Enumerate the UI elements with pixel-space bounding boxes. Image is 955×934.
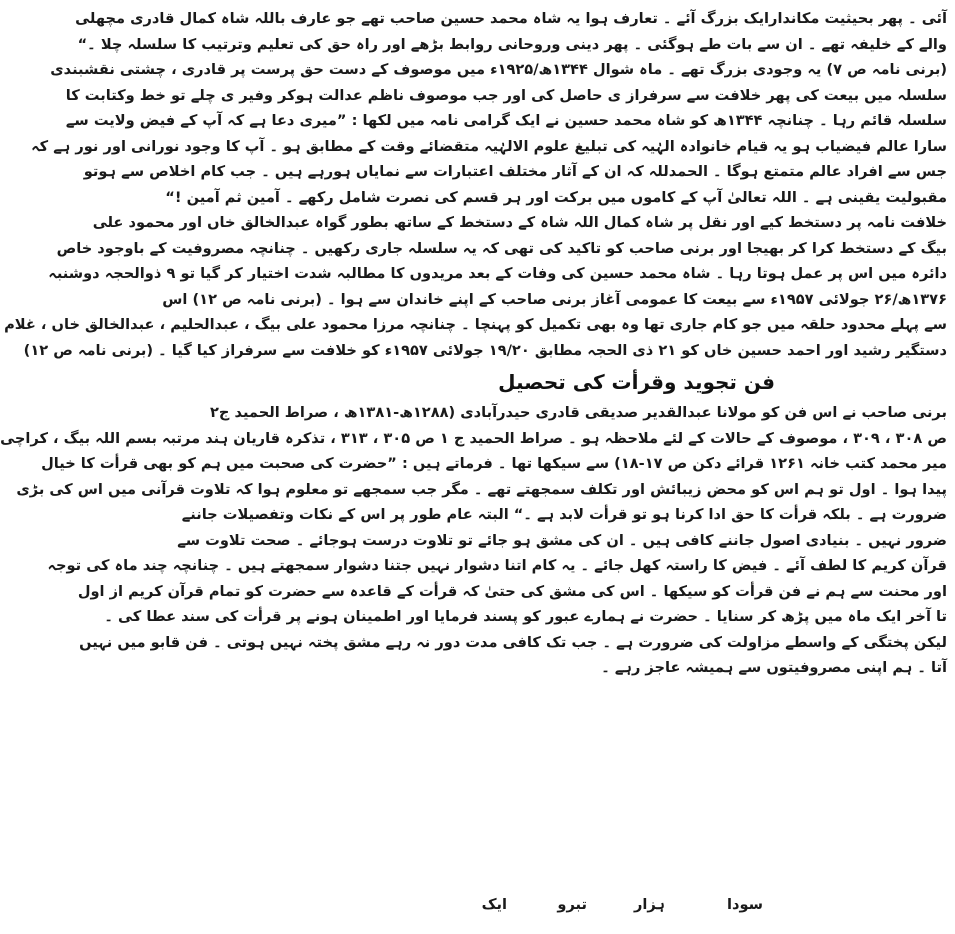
text-line: آتا ۔ ہم اپنی مصروفیتوں سے ہمیشہ عاجز رہے ۔ bbox=[601, 659, 947, 676]
footer-word: ہزار bbox=[633, 896, 665, 913]
text-line: خلافت نامہ پر دستخط کیے اور نقل پر شاہ کمال اللہ شاہ کے دستخط کے ساتھ بطور گواہ عبدالخالق خاں اور محمود علی bbox=[92, 214, 947, 231]
text-line: دستگیر رشید اور احمد حسین خاں کو ۲۱ ذی الحجہ مطابق ۱۹/۲۰ جولائی ۱۹۵۷ء کو خلافت سے سرفراز کیا گیا ۔ (برنی نامہ ص ۱۲) bbox=[23, 341, 947, 359]
text-line: مقبولیت یقینی ہے ۔ اللہ تعالیٰ آپ کے کاموں میں برکت اور ہر قسم کی نصرت شامل رکھے ۔ آمین ثم آمین !“ bbox=[165, 188, 947, 206]
text-line: قرآن کریم کا لطف آئے ۔ فیض کا راستہ کھل جائے ۔ یہ کام اتنا دشوار نہیں جتنا دشوار سمجھتے ہیں ۔ چنانچہ چند ماہ کی توجہ bbox=[47, 557, 947, 574]
text-line: سلسلہ میں بیعت کی پھر خلافت سے سرفراز ی حاصل کی اور جب موصوف ناظم عدالت ہوکر وفیر ی چلے تو خط وکتابت کا bbox=[65, 86, 947, 104]
paragraph-1 bbox=[31, 6, 947, 210]
section-heading: فن تجوید وقرأت کی تحصیل bbox=[498, 370, 775, 394]
text-line: سے پہلے محدود حلقہ میں جو کام جاری تھا وہ بھی تکمیل کو پہنچا ۔ چنانچہ مرزا محمود علی بیگ ، عبدالحلیم ، عبدالخالق خاں ، غلام bbox=[4, 316, 947, 333]
text-line: (برنی نامہ ص ۷) یہ وجودی بزرگ تھے ۔ ماہ شوال ۱۳۴۴ھ/۱۹۲۵ء میں موصوف کے دست حق پرست پر قادری ، چشتی نقشبندی bbox=[50, 61, 947, 78]
footer-word: سودا bbox=[727, 896, 763, 913]
text-line: سارا عالم فیضیاب ہو یہ قیام خانوادہ الہٰیہ کی تبلیغ علوم الالہٰیہ متقضائے وقت کے مطابق ہو ۔ آپ کا وجود نورانی اور نور ہے کہ bbox=[31, 137, 947, 155]
text-line: ۱۳۷۶ھ/۲۶ جولائی ۱۹۵۷ء سے بیعت کا عمومی آغاز برنی صاحب کے اپنے خاندان سے ہوا ۔ (برنی نامہ ص ۱۲) اس bbox=[162, 290, 947, 308]
paragraph-3 bbox=[0, 400, 947, 681]
text-line: میر محمد کتب خانہ ۱۲۶۱ قرائے دکن ص ۱۷-۱۸) سے سیکھا تھا ۔ فرماتے ہیں : ”حضرت کی صحبت میں ہم کو بھی قرأت کا خیال bbox=[41, 455, 947, 472]
text-line: آئی ۔ پھر بحیثیت مکاندارایک بزرگ آئے ۔ تعارف ہوا یہ شاہ محمد حسین صاحب تھے جو عارف باللہ شاہ کمال قادری مچھلی bbox=[75, 10, 947, 27]
text-line: برنی صاحب نے اس فن کو مولانا عبدالقدیر صدیقی قادری حیدرآبادی (۱۲۸۸ھ-۱۳۸۱ھ ، صراط الحمید ج۲ bbox=[210, 404, 947, 421]
text-line: ضرورت ہے ۔ بلکہ قرأت کا حق ادا کرنا ہو تو قرأت لابد ہے ۔“ البتہ عام طور پر اس کے نکات وتفصیلات جاننے bbox=[181, 506, 947, 523]
text-line: والے کے خلیفہ تھے ۔ ان سے بات طے ہوگئی ۔ پھر دینی وروحانی روابط بڑھے اور راہ حق کی تعلیم وترتیب کا سلسلہ چلا ۔“ bbox=[77, 35, 947, 53]
footer-word: تبرو bbox=[557, 896, 587, 913]
catchword-footer bbox=[365, 896, 955, 924]
text-line: سلسلہ قائم رہا ۔ چنانچہ ۱۳۴۴ھ کو شاہ محمد حسین نے ایک گرامی نامہ میں لکھا : ”میری دعا ہے کہ آپ کے فیض ولایت سے bbox=[65, 112, 947, 129]
text-line: بیگ کے دستخط کرا کر بھیجا اور برنی صاحب کو تاکید کی تھی کہ یہ سلسلہ جاری رکھیں ۔ چنانچہ مصروفیت کے باوجود خاص bbox=[56, 239, 947, 257]
paragraph-2 bbox=[4, 210, 947, 363]
text-line: ص ۳۰۸ ، ۳۰۹ ، موصوف کے حالات کے لئے ملاحظہ ہو ۔ صراط الحمید ج ۱ ص ۳۰۵ ، ۳۱۳ ، تذکرہ قاریان ہند مرتبہ بسم اللہ بیگ ، کراچی bbox=[0, 429, 947, 447]
text-line: تا آخر ایک ماہ میں پڑھ کر سنایا ۔ حضرت نے ہمارے عبور کو پسند فرمایا اور اطمینان ہونے پر قرأت کی سند عطا کی ۔ bbox=[104, 608, 947, 625]
text-line: اور محنت سے ہم نے فن قرأت کو سیکھا ۔ اس کی مشق کی حتیٰ کہ قرأت کے قاعدہ سے حضرت کو تمام قرآن کریم از اول bbox=[77, 582, 947, 600]
footer-word: ایک bbox=[481, 896, 507, 913]
text-line: جس سے افراد عالم متمتع ہوگا ۔ الحمدللہ کہ ان کے آثار مختلف اعتبارات سے نمایاں ہورہے ہیں ۔ جب کام اخلاص سے ہوتو bbox=[83, 163, 947, 180]
text-line: پیدا ہوا ۔ اول تو ہم اس کو محض زیبائش اور تکلف سمجھتے تھے ۔ مگر جب سمجھے تو معلوم ہوا کہ تلاوت قرآنی میں اس کی بڑی bbox=[16, 480, 947, 498]
text-line: لیکن پختگی کے واسطے مزاولت کی ضرورت ہے ۔ جب تک کافی مدت دور نہ رہے مشق پختہ نہیں ہوتی ۔ فن قابو میں نہیں bbox=[79, 633, 947, 651]
text-line: دائرہ میں اس پر عمل ہوتا رہا ۔ شاہ محمد حسین کی وفات کے بعد مریدوں کا مطالبہ شدت اختیار کر گیا تو ۹ ذوالحجہ دوشنبہ bbox=[48, 265, 947, 282]
text-line: ضرور نہیں ۔ بنیادی اصول جاننے کافی ہیں ۔ ان کی مشق ہو جائے تو تلاوت درست ہوجائے ۔ صحت تلاوت سے bbox=[177, 531, 947, 549]
